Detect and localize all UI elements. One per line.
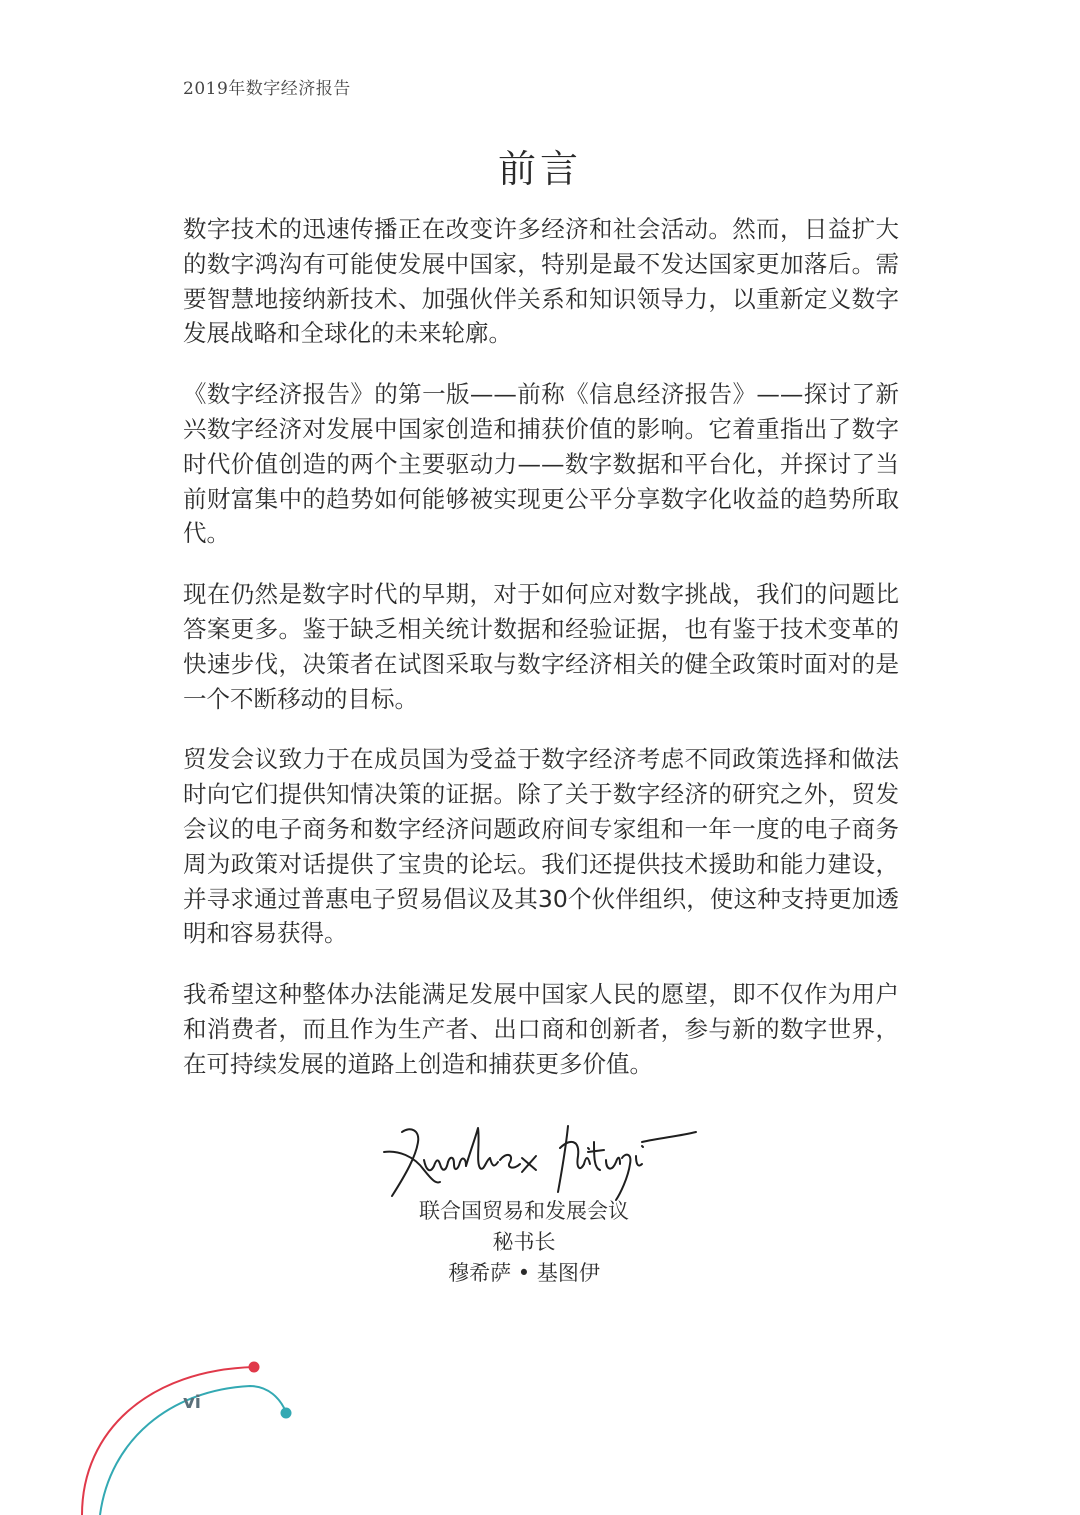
running-header: 2019年数字经济报告: [183, 79, 351, 99]
paragraph-2: 《数字经济报告》的第一版——前称《信息经济报告》——探讨了新兴数字经济对发展中国家创造和捕获价值的影响。它着重指出了数字时代价值创造的两个主要驱动力——数字数据和平台化，并探讨了当前财富集中的趋势如何能够被实现更公平分享数字化收益的趋势所取代。: [183, 380, 899, 548]
page-title: 前言: [497, 147, 582, 191]
page-number: vi: [183, 1392, 201, 1413]
signatory-block: [400, 1196, 648, 1289]
handwritten-signature: [380, 1112, 710, 1207]
signatory-name: 穆希萨 • 基图伊: [448, 1261, 600, 1285]
body-text: [183, 212, 899, 1108]
decorative-arcs: [0, 1340, 320, 1515]
red-arc-dot: [249, 1362, 260, 1373]
signatory-position: 秘书长: [492, 1230, 556, 1254]
teal-arc-dot: [281, 1408, 292, 1419]
signatory-organization: 联合国贸易和发展会议: [419, 1199, 629, 1223]
paragraph-5: 我希望这种整体办法能满足发展中国家人民的愿望，即不仅作为用户和消费者，而且作为生产者、出口商和创新者，参与新的数字世界，在可持续发展的道路上创造和捕获更多价值。: [183, 980, 899, 1078]
paragraph-1: 数字技术的迅速传播正在改变许多经济和社会活动。然而，日益扩大的数字鸿沟有可能使发展中国家，特别是最不发达国家更加落后。需要智慧地接纳新技术、加强伙伴关系和知识领导力，以重新定义数字发展战略和全球化的未来轮廓。: [183, 215, 899, 348]
paragraph-3: 现在仍然是数字时代的早期，对于如何应对数字挑战，我们的问题比答案更多。鉴于缺乏相关统计数据和经验证据，也有鉴于技术变革的快速步伐，决策者在试图采取与数字经济相关的健全政策时面对的是一个不断移动的目标。: [183, 580, 899, 713]
paragraph-4: 贸发会议致力于在成员国为受益于数字经济考虑不同政策选择和做法时向它们提供知情决策的证据。除了关于数字经济的研究之外，贸发会议的电子商务和数字经济问题政府间专家组和一年一度的电子商务周为政策对话提供了宝贵的论坛。我们还提供技术援助和能力建设，并寻求通过普惠电子贸易倡议及其30个伙伴组织，使这种支持更加透明和容易获得。: [183, 745, 899, 948]
